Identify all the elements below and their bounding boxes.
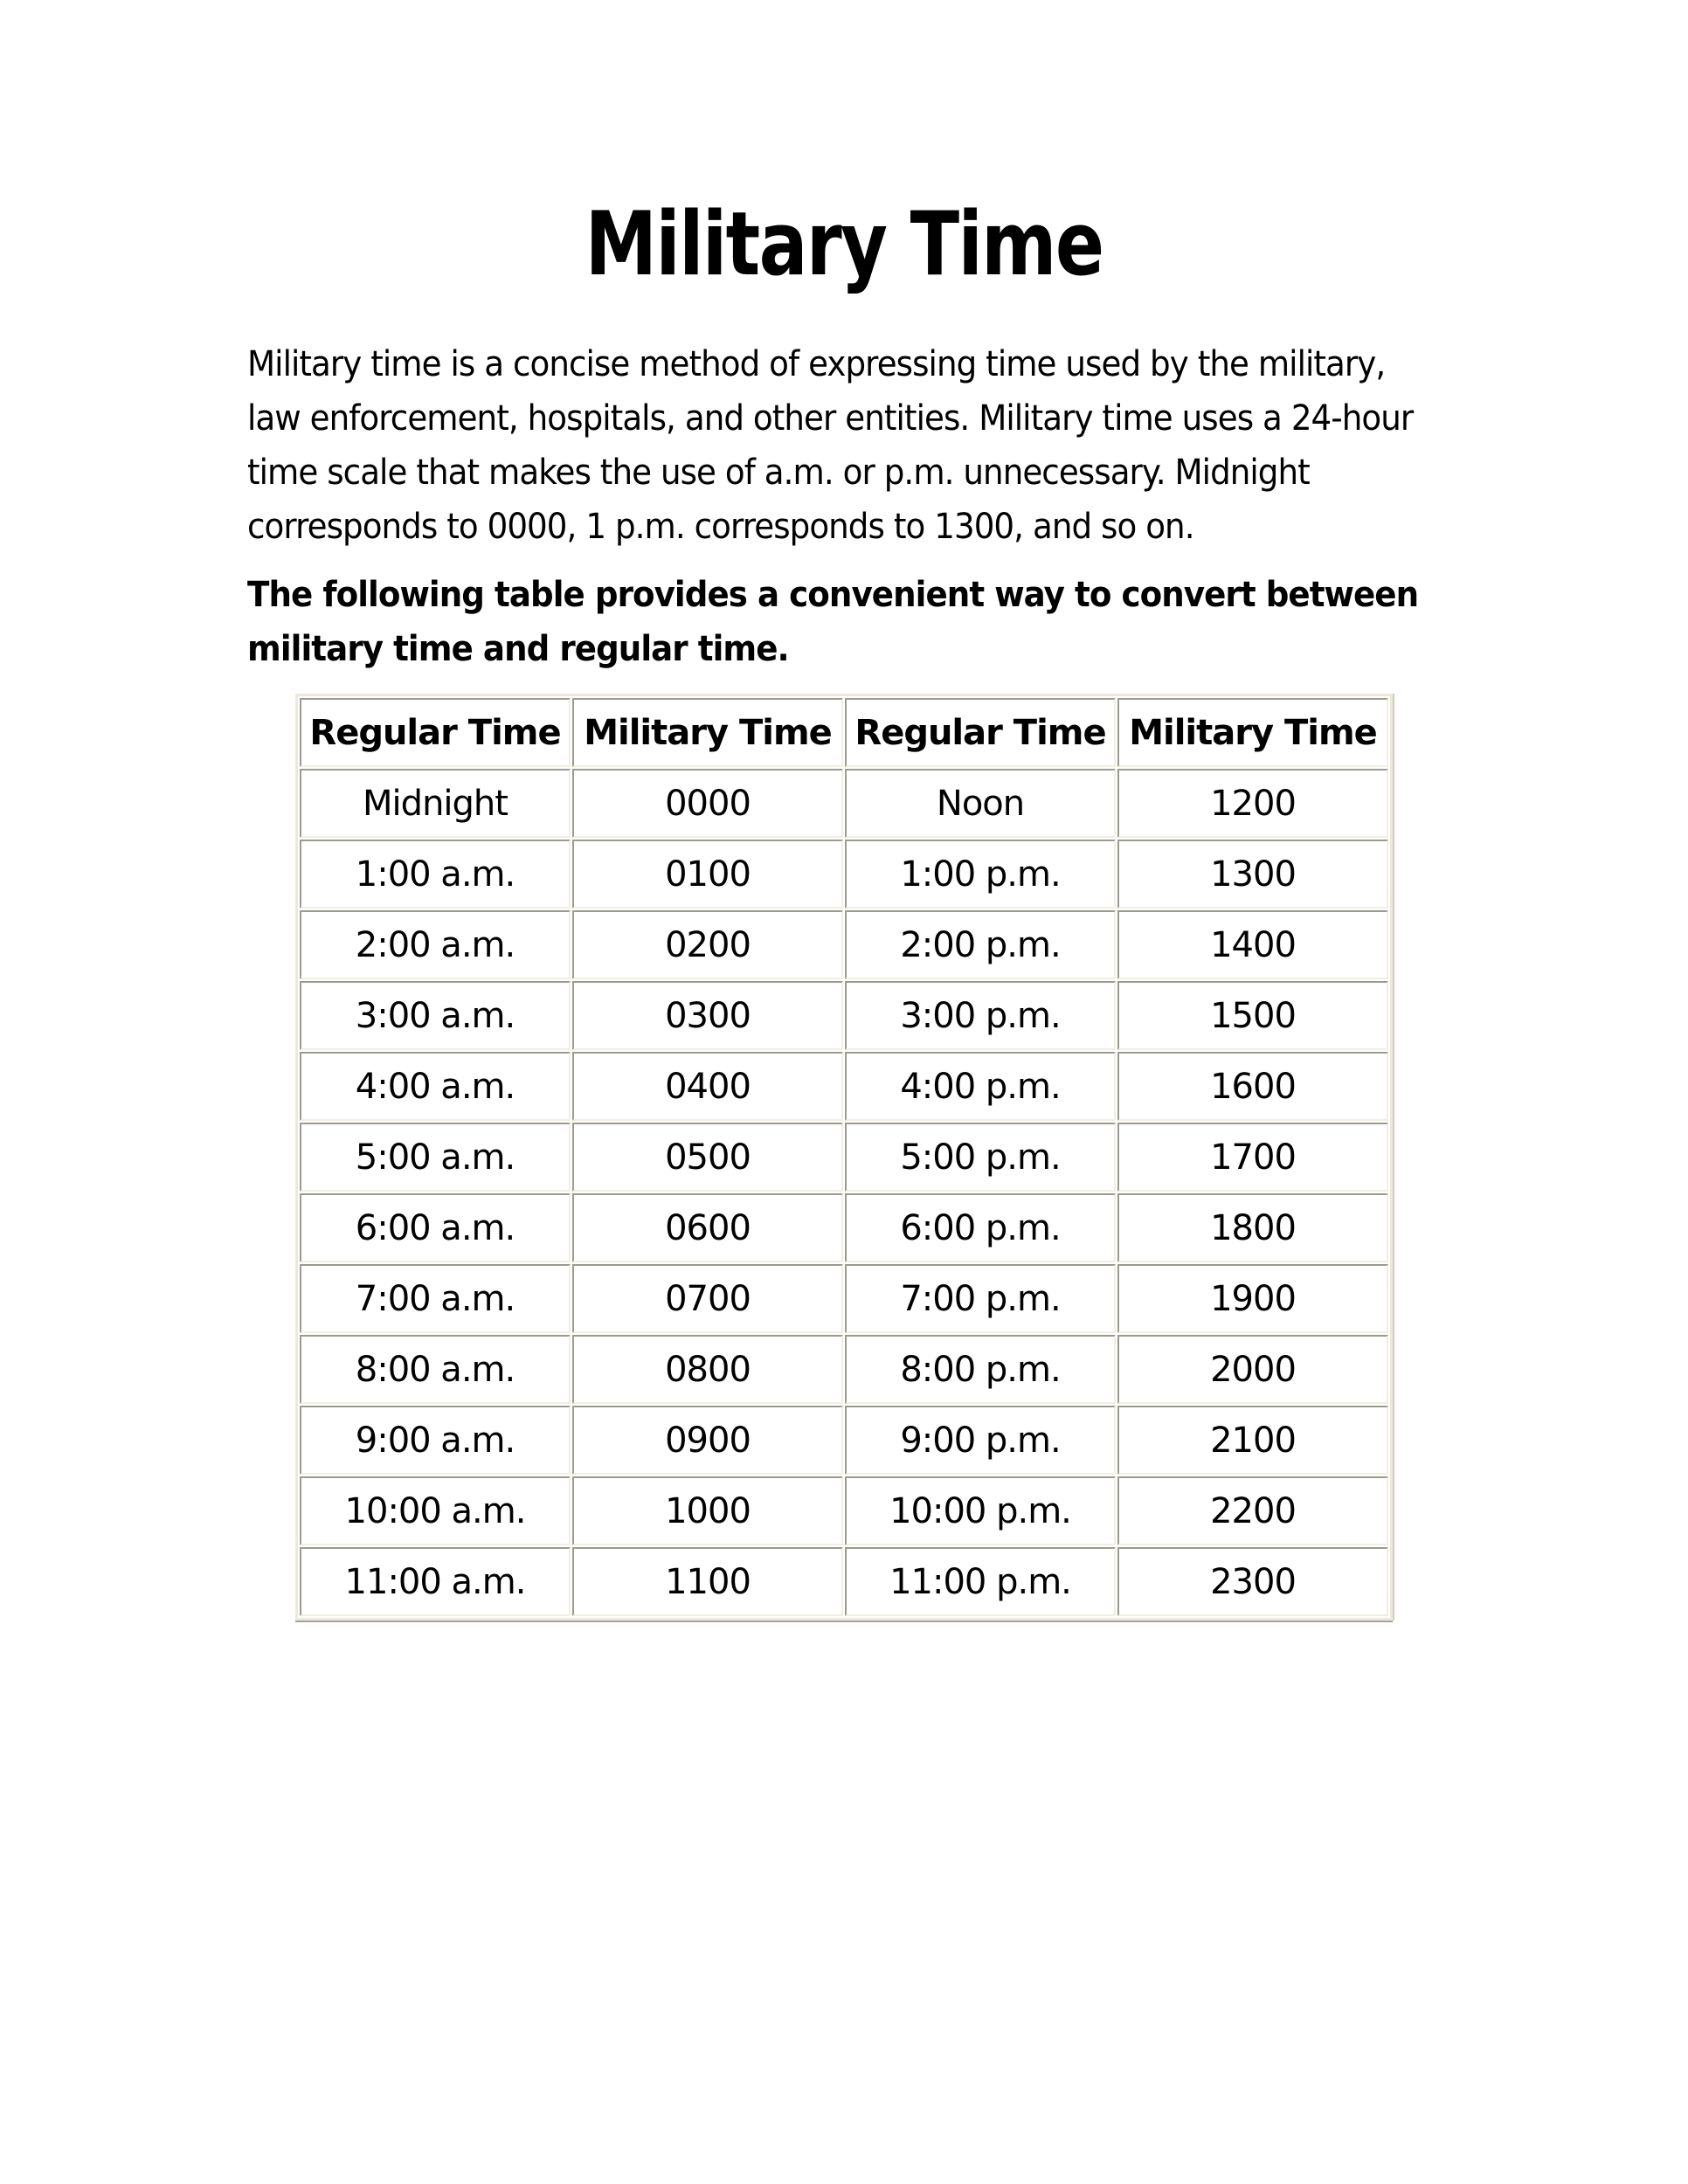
table-row (300, 1264, 1388, 1333)
table-cell: 10:00 p.m. (845, 1476, 1116, 1545)
table-cell: 0000 (572, 769, 843, 838)
intro-line: time scale that makes the use of a.m. or p.m. unnecessary. Midnight (247, 453, 1310, 493)
table-cell: 2:00 p.m. (845, 910, 1116, 979)
table-cell: 0600 (572, 1193, 843, 1262)
table-cell: 1400 (1117, 910, 1388, 979)
table-cell: 6:00 a.m. (300, 1193, 571, 1262)
caption-line: The following table provides a convenient way to convert between (247, 575, 1419, 615)
table-caption-paragraph (247, 568, 1418, 676)
table-cell: 1800 (1117, 1193, 1388, 1262)
intro-line: corresponds to 0000, 1 p.m. corresponds to 1300, and so on. (247, 507, 1194, 547)
table-cell: 7:00 a.m. (300, 1264, 571, 1333)
table-cell: 3:00 a.m. (300, 981, 571, 1050)
table-cell: 11:00 p.m. (845, 1547, 1116, 1616)
table-cell: 1700 (1117, 1123, 1388, 1192)
column-header: Military Time (1117, 698, 1388, 767)
table-cell: 1300 (1117, 840, 1388, 909)
table-row (300, 981, 1388, 1050)
table-cell: 0400 (572, 1052, 843, 1121)
table-cell: 0900 (572, 1406, 843, 1475)
table-cell: 11:00 a.m. (300, 1547, 571, 1616)
table-cell: 1500 (1117, 981, 1388, 1050)
caption-line: military time and regular time. (247, 629, 789, 669)
intro-paragraph (247, 337, 1413, 554)
intro-line: Military time is a concise method of expressing time used by the military, (247, 344, 1386, 384)
table-cell: 1000 (572, 1476, 843, 1545)
table-row (300, 840, 1388, 909)
table-row (300, 1476, 1388, 1545)
table-cell: 1900 (1117, 1264, 1388, 1333)
table-cell: 5:00 p.m. (845, 1123, 1116, 1192)
column-header: Military Time (572, 698, 843, 767)
table-cell: 7:00 p.m. (845, 1264, 1116, 1333)
table-cell: 1100 (572, 1547, 843, 1616)
table-row (300, 1547, 1388, 1616)
page-title: Military Time (585, 192, 1103, 295)
intro-line: law enforcement, hospitals, and other entities. Military time uses a 24-hour (247, 398, 1414, 439)
table-cell: Midnight (300, 769, 571, 838)
time-conversion-table (295, 694, 1393, 1621)
table-cell: Noon (845, 769, 1116, 838)
table-row (300, 1406, 1388, 1475)
table-cell: 0300 (572, 981, 843, 1050)
table-cell: 0100 (572, 840, 843, 909)
table-row (300, 1052, 1388, 1121)
table-row (300, 1193, 1388, 1262)
header-row (300, 698, 1388, 767)
table-cell: 6:00 p.m. (845, 1193, 1116, 1262)
table-cell: 0700 (572, 1264, 843, 1333)
table-cell: 2300 (1117, 1547, 1388, 1616)
table-cell: 9:00 a.m. (300, 1406, 571, 1475)
table-cell: 2:00 a.m. (300, 910, 571, 979)
table-cell: 2200 (1117, 1476, 1388, 1545)
column-header: Regular Time (845, 698, 1116, 767)
table-cell: 2000 (1117, 1335, 1388, 1404)
table-row (300, 1335, 1388, 1404)
table-row (300, 1123, 1388, 1192)
table-cell: 0800 (572, 1335, 843, 1404)
table-cell: 0500 (572, 1123, 843, 1192)
table-cell: 1600 (1117, 1052, 1388, 1121)
table-cell: 1:00 p.m. (845, 840, 1116, 909)
table-cell: 5:00 a.m. (300, 1123, 571, 1192)
table-cell: 3:00 p.m. (845, 981, 1116, 1050)
table-cell: 8:00 a.m. (300, 1335, 571, 1404)
table-cell: 2100 (1117, 1406, 1388, 1475)
table-cell: 0200 (572, 910, 843, 979)
table-cell: 8:00 p.m. (845, 1335, 1116, 1404)
table-cell: 9:00 p.m. (845, 1406, 1116, 1475)
table-row (300, 910, 1388, 979)
table-cell: 4:00 p.m. (845, 1052, 1116, 1121)
conversion-table-container (295, 694, 1393, 1621)
table-row (300, 769, 1388, 838)
table-cell: 4:00 a.m. (300, 1052, 571, 1121)
table-cell: 10:00 a.m. (300, 1476, 571, 1545)
table-cell: 1200 (1117, 769, 1388, 838)
column-header: Regular Time (300, 698, 571, 767)
table-cell: 1:00 a.m. (300, 840, 571, 909)
